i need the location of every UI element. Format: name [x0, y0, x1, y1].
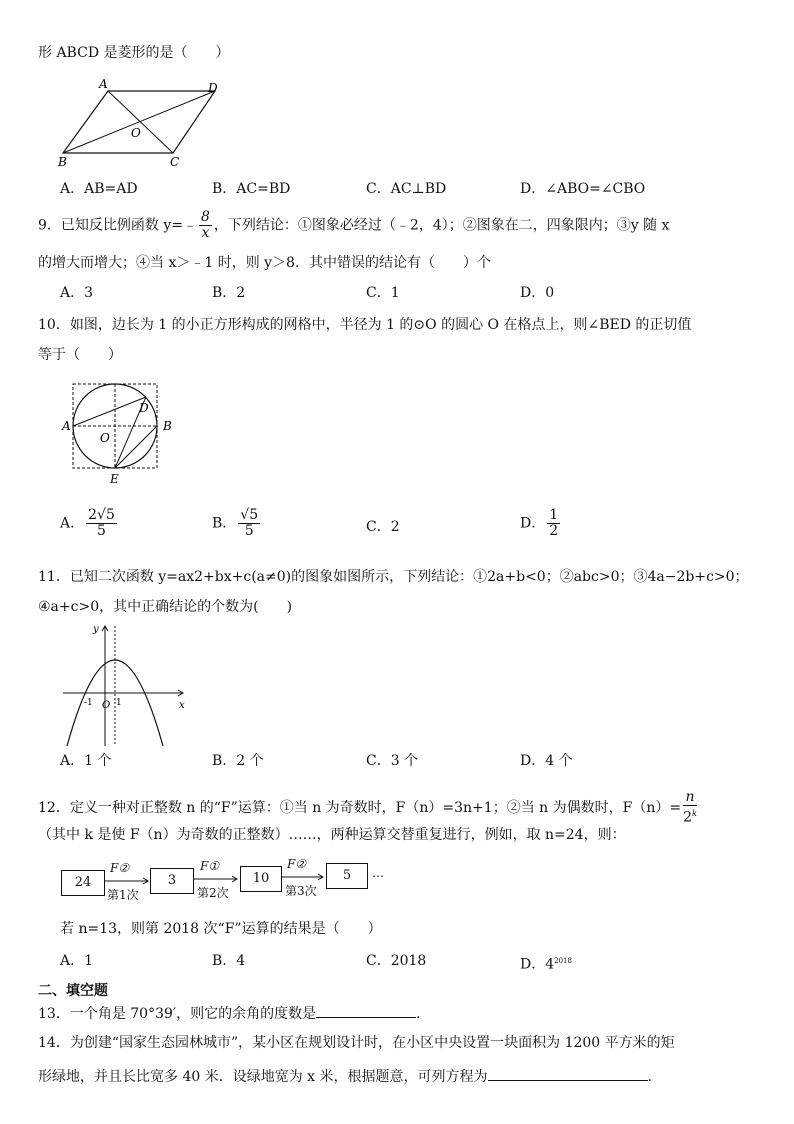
label-A: A: [62, 419, 71, 433]
label-origin: O: [102, 700, 111, 711]
q10-option-d-prefix: D．: [520, 515, 546, 532]
flow-op-3: F②: [287, 857, 307, 871]
q12-line1: [38, 790, 699, 826]
q8-text: 形 ABCD 是菱形的是（ ）: [38, 45, 230, 61]
flow-arrow-1: [104, 876, 150, 886]
q10-option-d-fraction: [547, 508, 560, 539]
q11-option-a: A．1 个: [60, 753, 112, 769]
flow-arrow-3: [281, 872, 325, 882]
q9-fraction: [199, 210, 212, 241]
flow-op-2: F①: [200, 859, 220, 873]
q11-option-c: C．3 个: [366, 753, 419, 769]
q9-text-post: ，下列结论：①图象必经过（﹣2，4）；②图象在二，四象限内；③y 随 x: [213, 217, 670, 234]
q12-frac-den-base: 2: [683, 809, 692, 826]
q9-text-pre: 9．已知反比例函数 y=﹣: [38, 217, 197, 234]
q10-option-b-num: √5: [240, 507, 259, 523]
q12-fraction: [683, 790, 697, 826]
q9-option-c: C．1: [366, 285, 400, 301]
flow-box-3: 10: [240, 866, 282, 892]
q10-option-a-prefix: A．: [60, 515, 85, 532]
q10-option-a: [60, 508, 119, 539]
label-C: C: [170, 155, 180, 169]
q14-text: 形绿地，并且长比宽多 40 米．设绿地宽为 x 米，根据题意，可列方程为: [38, 1069, 488, 1085]
q10-option-d-den: 2: [549, 523, 559, 539]
q14-line1: 14．为创建“国家生态园林城市”，某小区在规划设计时，在小区中央设置一块面积为 1200 平方米的矩: [38, 1035, 675, 1051]
q12-option-d-exp: 2018: [554, 957, 572, 965]
flow-step-1: 第1次: [107, 888, 139, 902]
flow-ellipsis: …: [372, 866, 384, 880]
q12-line3: 若 n=13，则第 2018 次“F”运算的结果是（ ）: [60, 921, 382, 937]
q9-line1: [38, 210, 669, 241]
label-B: B: [163, 419, 172, 433]
q8-option-a: A．AB=AD: [60, 181, 138, 197]
q12-line2: （其中 k 是使 F（n）为奇数的正整数）……，两种运算交替重复进行，例如，取 n=24，则：: [38, 827, 626, 843]
q13-text: 13．一个角是 70°39′，则它的余角的度数是: [38, 1006, 317, 1022]
q12-frac-den: [683, 806, 697, 826]
q10-option-a-num: 2√5: [88, 507, 115, 523]
label-neg1: -1: [84, 698, 93, 708]
q10-option-d-num: 1: [549, 507, 559, 523]
label-D: D: [139, 401, 149, 415]
q14-line2: [38, 1066, 662, 1086]
label-y: y: [93, 624, 99, 635]
q14-answer-blank[interactable]: [488, 1066, 648, 1081]
q10-circle-grid-figure: [60, 376, 190, 486]
q10-option-c-prefix: C．: [366, 519, 391, 535]
q12-option-b: B．4: [212, 953, 246, 969]
q11-parabola-figure: [55, 620, 195, 748]
q10-option-a-fraction: [86, 508, 117, 539]
q9-option-b: B．2: [212, 285, 246, 301]
q11-line2: ④a+c>0，其中正确结论的个数为( ): [38, 599, 293, 615]
flow-step-3: 第3次: [285, 884, 317, 898]
q12-option-d-base: D．4: [520, 956, 555, 973]
q12-frac-den-exp: k: [692, 809, 697, 818]
label-B: B: [58, 155, 67, 169]
q10-option-b-den: 5: [244, 523, 254, 539]
q11-option-b: B．2 个: [212, 753, 264, 769]
q10-option-b: [212, 508, 262, 539]
q8-option-c: C．AC⊥BD: [366, 181, 447, 197]
flow-box-2: 3: [150, 868, 194, 894]
q8-parallelogram-figure: [55, 74, 225, 170]
q12-option-d: [520, 952, 572, 974]
q10-option-a-den: 5: [97, 523, 106, 539]
label-O: O: [131, 126, 141, 140]
q13-answer-blank[interactable]: [316, 1003, 416, 1018]
flow-op-1: F②: [110, 861, 130, 875]
q13-text-end: ．: [416, 1006, 431, 1022]
q10-line1: 10．如图，边长为 1 的小正方形构成的网格中，半径为 1 的⊙O 的圆心 O 在格点上，则∠BED 的正切值: [38, 317, 692, 333]
q12-option-c: C．2018: [366, 953, 427, 969]
label-x: x: [179, 700, 185, 711]
q11-line1: 11．已知二次函数 y=ax2+bx+c(a≠0)的图象如图所示，下列结论：①2a+b<0；②abc>0；③4a−2b+c>0；: [38, 569, 749, 585]
q12-frac-num: n: [683, 790, 697, 806]
q10-line2: 等于（ ）: [38, 347, 122, 363]
q8-option-b: B．AC=BD: [212, 181, 291, 197]
label-O: O: [100, 431, 110, 445]
label-A: A: [99, 77, 108, 91]
flow-box-1: 24: [61, 870, 105, 896]
q10-option-d: [520, 508, 562, 539]
q10-option-b-prefix: B．: [212, 515, 237, 532]
q11-option-d: D．4 个: [520, 753, 573, 769]
q9-line2: 的增大而增大；④当 x＞﹣1 时，则 y＞8．其中错误的结论有（ ）个: [38, 255, 491, 271]
q14-text-end: ．: [647, 1069, 662, 1085]
flow-box-4: 5: [326, 863, 368, 889]
q9-frac-num: 8: [201, 209, 210, 225]
q12-text-pre: 12．定义一种对正整数 n 的“F”运算：①当 n 为奇数时，F（n）=3n+1；②当 n 为偶数时，F（n）=: [38, 799, 682, 816]
flow-step-2: 第2次: [197, 886, 229, 900]
label-E: E: [110, 472, 119, 486]
label-1: 1: [116, 698, 122, 708]
q9-frac-den: x: [201, 225, 210, 241]
q8-option-d: D．∠ABO=∠CBO: [520, 181, 646, 197]
q13-line: [38, 1003, 430, 1023]
q10-option-c: [366, 518, 400, 536]
label-D: D: [208, 81, 218, 95]
q10-option-c-value: 2: [390, 519, 400, 535]
q9-option-d: D．0: [520, 285, 555, 301]
q9-option-a: A．3: [60, 285, 94, 301]
flow-arrow-2: [193, 874, 239, 884]
section-fill-in-title: 二、填空题: [38, 983, 108, 999]
q12-option-a: A．1: [60, 953, 94, 969]
q10-option-b-fraction: [238, 508, 260, 539]
